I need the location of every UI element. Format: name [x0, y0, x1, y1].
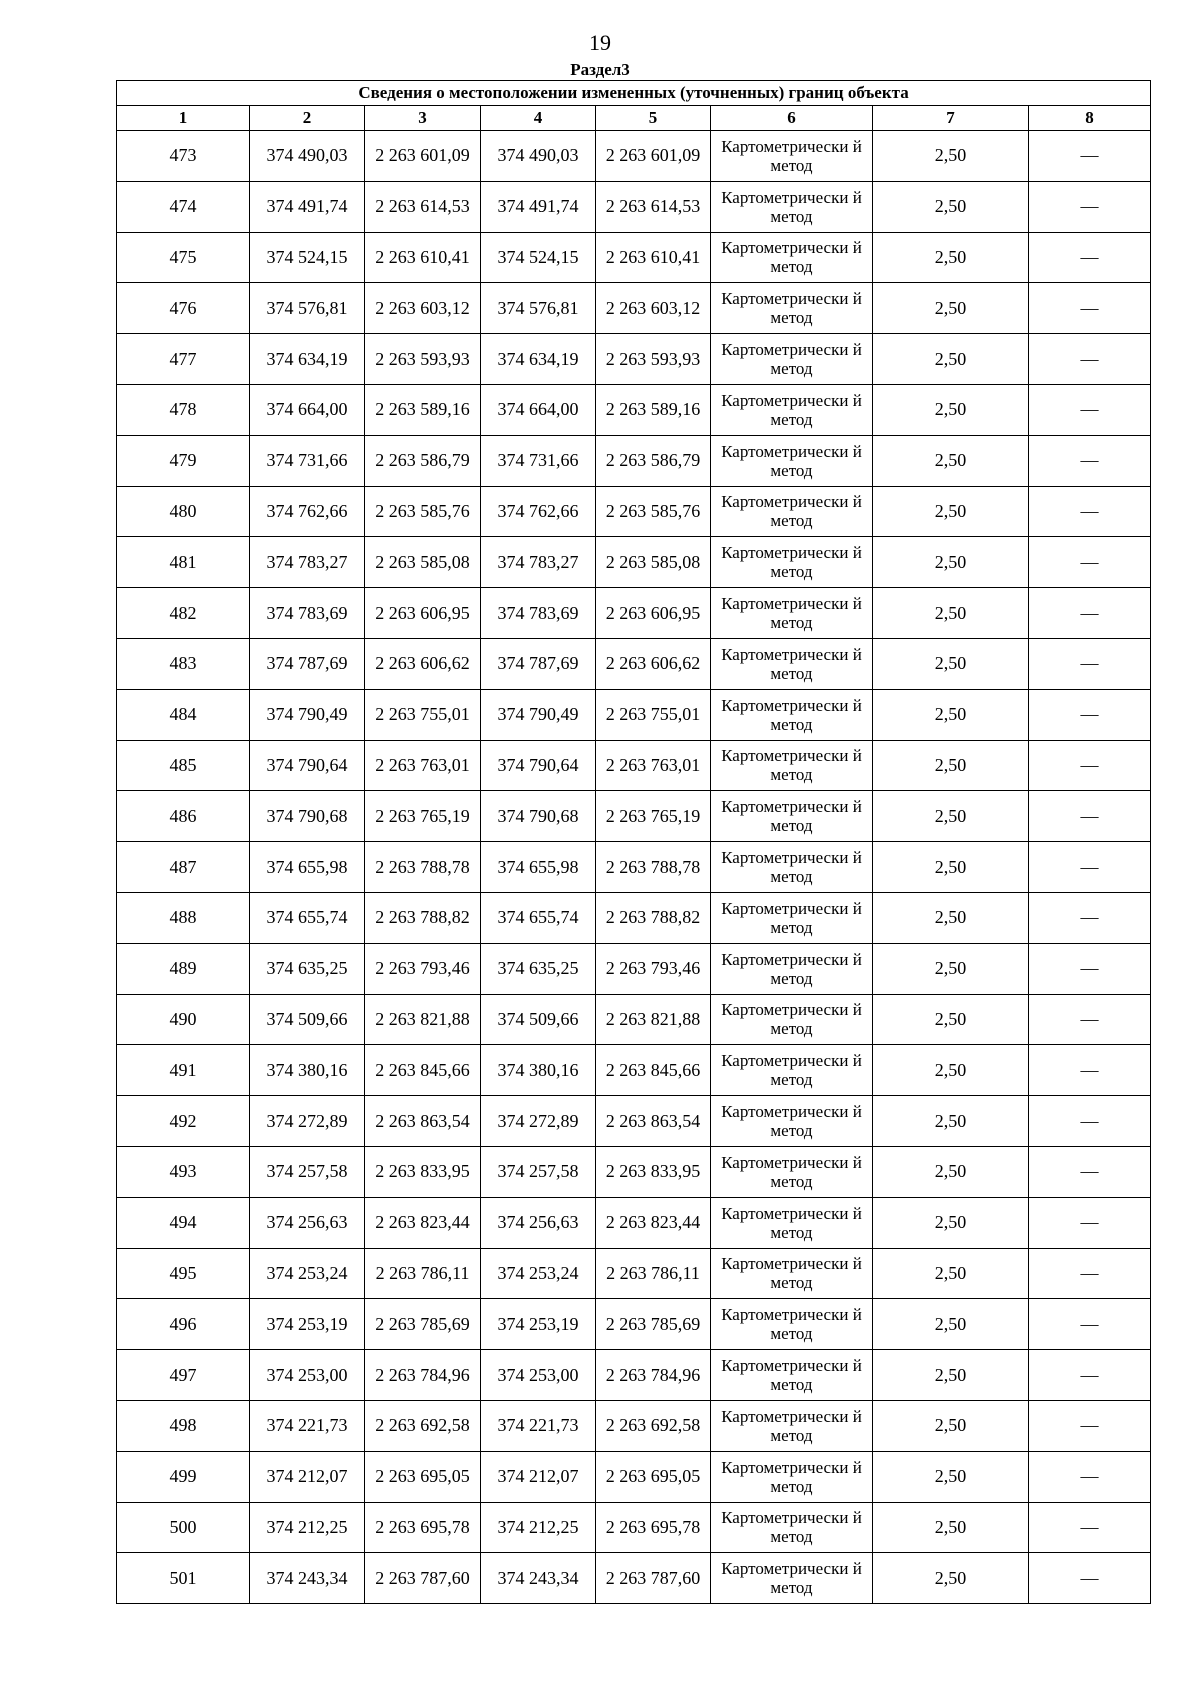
accuracy-cell: 2,50	[873, 1553, 1029, 1604]
accuracy-cell: 2,50	[873, 943, 1029, 994]
y-old-cell: 2 263 787,60	[365, 1553, 481, 1604]
y-new-cell: 2 263 603,12	[596, 283, 711, 334]
method-cell: Картометрически й метод	[711, 181, 873, 232]
table-row	[117, 334, 1151, 385]
y-old-cell: 2 263 606,62	[365, 638, 481, 689]
table-row	[117, 689, 1151, 740]
table-row	[117, 994, 1151, 1045]
table-row	[117, 486, 1151, 537]
description-cell: —	[1029, 1502, 1151, 1553]
x-old-cell: 374 787,69	[250, 638, 365, 689]
x-new-cell: 374 380,16	[481, 1045, 596, 1096]
table-row	[117, 1299, 1151, 1350]
description-cell: —	[1029, 943, 1151, 994]
x-new-cell: 374 790,49	[481, 689, 596, 740]
y-old-cell: 2 263 845,66	[365, 1045, 481, 1096]
description-cell: —	[1029, 588, 1151, 639]
point-number-cell: 488	[117, 892, 250, 943]
description-cell: —	[1029, 1146, 1151, 1197]
x-new-cell: 374 524,15	[481, 232, 596, 283]
x-old-cell: 374 783,69	[250, 588, 365, 639]
y-old-cell: 2 263 586,79	[365, 435, 481, 486]
description-cell: —	[1029, 791, 1151, 842]
x-old-cell: 374 509,66	[250, 994, 365, 1045]
y-new-cell: 2 263 787,60	[596, 1553, 711, 1604]
table-row	[117, 384, 1151, 435]
y-new-cell: 2 263 586,79	[596, 435, 711, 486]
y-new-cell: 2 263 589,16	[596, 384, 711, 435]
x-old-cell: 374 212,07	[250, 1451, 365, 1502]
y-old-cell: 2 263 606,95	[365, 588, 481, 639]
y-old-cell: 2 263 614,53	[365, 181, 481, 232]
x-old-cell: 374 380,16	[250, 1045, 365, 1096]
column-number: 1	[117, 106, 250, 131]
method-cell: Картометрически й метод	[711, 334, 873, 385]
x-old-cell: 374 253,00	[250, 1350, 365, 1401]
method-cell: Картометрически й метод	[711, 1553, 873, 1604]
point-number-cell: 490	[117, 994, 250, 1045]
accuracy-cell: 2,50	[873, 232, 1029, 283]
accuracy-cell: 2,50	[873, 1400, 1029, 1451]
method-cell: Картометрически й метод	[711, 384, 873, 435]
y-new-cell: 2 263 593,93	[596, 334, 711, 385]
accuracy-cell: 2,50	[873, 994, 1029, 1045]
y-new-cell: 2 263 695,78	[596, 1502, 711, 1553]
method-cell: Картометрически й метод	[711, 791, 873, 842]
table-row	[117, 435, 1151, 486]
y-old-cell: 2 263 823,44	[365, 1197, 481, 1248]
column-number: 6	[711, 106, 873, 131]
point-number-cell: 473	[117, 131, 250, 182]
method-cell: Картометрически й метод	[711, 588, 873, 639]
x-new-cell: 374 253,00	[481, 1350, 596, 1401]
table-title: Сведения о местоположении измененных (уточненных) границ объекта	[117, 81, 1151, 106]
accuracy-cell: 2,50	[873, 638, 1029, 689]
table-row	[117, 1146, 1151, 1197]
table-row	[117, 892, 1151, 943]
description-cell: —	[1029, 1299, 1151, 1350]
point-number-cell: 495	[117, 1248, 250, 1299]
table-row	[117, 842, 1151, 893]
method-cell: Картометрически й метод	[711, 1146, 873, 1197]
description-cell: —	[1029, 232, 1151, 283]
y-new-cell: 2 263 845,66	[596, 1045, 711, 1096]
x-new-cell: 374 783,69	[481, 588, 596, 639]
accuracy-cell: 2,50	[873, 334, 1029, 385]
point-number-cell: 497	[117, 1350, 250, 1401]
x-new-cell: 374 655,74	[481, 892, 596, 943]
method-cell: Картометрически й метод	[711, 892, 873, 943]
y-new-cell: 2 263 793,46	[596, 943, 711, 994]
y-old-cell: 2 263 765,19	[365, 791, 481, 842]
description-cell: —	[1029, 994, 1151, 1045]
description-cell: —	[1029, 689, 1151, 740]
y-new-cell: 2 263 863,54	[596, 1096, 711, 1147]
method-cell: Картометрически й метод	[711, 689, 873, 740]
accuracy-cell: 2,50	[873, 435, 1029, 486]
x-new-cell: 374 212,25	[481, 1502, 596, 1553]
point-number-cell: 479	[117, 435, 250, 486]
x-old-cell: 374 790,64	[250, 740, 365, 791]
x-old-cell: 374 221,73	[250, 1400, 365, 1451]
x-new-cell: 374 257,58	[481, 1146, 596, 1197]
table-row	[117, 537, 1151, 588]
y-new-cell: 2 263 692,58	[596, 1400, 711, 1451]
x-new-cell: 374 664,00	[481, 384, 596, 435]
y-new-cell: 2 263 823,44	[596, 1197, 711, 1248]
accuracy-cell: 2,50	[873, 283, 1029, 334]
x-new-cell: 374 635,25	[481, 943, 596, 994]
column-number: 5	[596, 106, 711, 131]
description-cell: —	[1029, 740, 1151, 791]
method-cell: Картометрически й метод	[711, 1045, 873, 1096]
description-cell: —	[1029, 1197, 1151, 1248]
column-number: 2	[250, 106, 365, 131]
point-number-cell: 494	[117, 1197, 250, 1248]
accuracy-cell: 2,50	[873, 1146, 1029, 1197]
y-old-cell: 2 263 833,95	[365, 1146, 481, 1197]
description-cell: —	[1029, 283, 1151, 334]
table-row	[117, 1096, 1151, 1147]
x-new-cell: 374 212,07	[481, 1451, 596, 1502]
x-old-cell: 374 524,15	[250, 232, 365, 283]
point-number-cell: 489	[117, 943, 250, 994]
table-row	[117, 638, 1151, 689]
x-new-cell: 374 490,03	[481, 131, 596, 182]
y-old-cell: 2 263 695,05	[365, 1451, 481, 1502]
table-row	[117, 1197, 1151, 1248]
x-new-cell: 374 509,66	[481, 994, 596, 1045]
table-row	[117, 1451, 1151, 1502]
point-number-cell: 492	[117, 1096, 250, 1147]
y-new-cell: 2 263 788,78	[596, 842, 711, 893]
accuracy-cell: 2,50	[873, 689, 1029, 740]
method-cell: Картометрически й метод	[711, 842, 873, 893]
table-row	[117, 588, 1151, 639]
y-old-cell: 2 263 785,69	[365, 1299, 481, 1350]
method-cell: Картометрически й метод	[711, 1096, 873, 1147]
y-old-cell: 2 263 692,58	[365, 1400, 481, 1451]
method-cell: Картометрически й метод	[711, 1502, 873, 1553]
y-old-cell: 2 263 585,76	[365, 486, 481, 537]
boundary-coordinates-table	[116, 80, 1151, 1604]
column-number: 7	[873, 106, 1029, 131]
point-number-cell: 475	[117, 232, 250, 283]
method-cell: Картометрически й метод	[711, 537, 873, 588]
y-old-cell: 2 263 788,82	[365, 892, 481, 943]
description-cell: —	[1029, 1400, 1151, 1451]
description-cell: —	[1029, 384, 1151, 435]
y-new-cell: 2 263 614,53	[596, 181, 711, 232]
table-row	[117, 232, 1151, 283]
table-row	[117, 1350, 1151, 1401]
method-cell: Картометрически й метод	[711, 1299, 873, 1350]
column-number: 3	[365, 106, 481, 131]
x-old-cell: 374 790,49	[250, 689, 365, 740]
x-new-cell: 374 790,64	[481, 740, 596, 791]
table-row	[117, 131, 1151, 182]
y-new-cell: 2 263 601,09	[596, 131, 711, 182]
point-number-cell: 474	[117, 181, 250, 232]
x-old-cell: 374 664,00	[250, 384, 365, 435]
accuracy-cell: 2,50	[873, 740, 1029, 791]
x-old-cell: 374 253,24	[250, 1248, 365, 1299]
table-row	[117, 181, 1151, 232]
column-number: 4	[481, 106, 596, 131]
description-cell: —	[1029, 131, 1151, 182]
accuracy-cell: 2,50	[873, 588, 1029, 639]
point-number-cell: 485	[117, 740, 250, 791]
y-new-cell: 2 263 606,62	[596, 638, 711, 689]
accuracy-cell: 2,50	[873, 1299, 1029, 1350]
x-old-cell: 374 634,19	[250, 334, 365, 385]
x-old-cell: 374 256,63	[250, 1197, 365, 1248]
x-new-cell: 374 634,19	[481, 334, 596, 385]
x-old-cell: 374 783,27	[250, 537, 365, 588]
y-old-cell: 2 263 610,41	[365, 232, 481, 283]
table-row	[117, 283, 1151, 334]
x-new-cell: 374 790,68	[481, 791, 596, 842]
accuracy-cell: 2,50	[873, 131, 1029, 182]
point-number-cell: 491	[117, 1045, 250, 1096]
y-new-cell: 2 263 695,05	[596, 1451, 711, 1502]
x-old-cell: 374 762,66	[250, 486, 365, 537]
y-new-cell: 2 263 786,11	[596, 1248, 711, 1299]
point-number-cell: 477	[117, 334, 250, 385]
table-row	[117, 1400, 1151, 1451]
table-row	[117, 740, 1151, 791]
section-label: Раздел3	[570, 60, 630, 79]
point-number-cell: 493	[117, 1146, 250, 1197]
table-row	[117, 943, 1151, 994]
accuracy-cell: 2,50	[873, 1248, 1029, 1299]
accuracy-cell: 2,50	[873, 486, 1029, 537]
x-old-cell: 374 655,98	[250, 842, 365, 893]
y-new-cell: 2 263 788,82	[596, 892, 711, 943]
point-number-cell: 482	[117, 588, 250, 639]
table-caption-row	[117, 81, 1151, 106]
y-new-cell: 2 263 610,41	[596, 232, 711, 283]
x-new-cell: 374 655,98	[481, 842, 596, 893]
page-number: 19	[589, 30, 611, 55]
description-cell: —	[1029, 334, 1151, 385]
method-cell: Картометрически й метод	[711, 1197, 873, 1248]
y-new-cell: 2 263 585,08	[596, 537, 711, 588]
point-number-cell: 486	[117, 791, 250, 842]
description-cell: —	[1029, 1096, 1151, 1147]
x-new-cell: 374 787,69	[481, 638, 596, 689]
x-new-cell: 374 491,74	[481, 181, 596, 232]
x-new-cell: 374 783,27	[481, 537, 596, 588]
method-cell: Картометрически й метод	[711, 1350, 873, 1401]
y-new-cell: 2 263 785,69	[596, 1299, 711, 1350]
description-cell: —	[1029, 486, 1151, 537]
x-old-cell: 374 490,03	[250, 131, 365, 182]
accuracy-cell: 2,50	[873, 791, 1029, 842]
x-old-cell: 374 253,19	[250, 1299, 365, 1350]
method-cell: Картометрически й метод	[711, 283, 873, 334]
x-old-cell: 374 243,34	[250, 1553, 365, 1604]
description-cell: —	[1029, 181, 1151, 232]
accuracy-cell: 2,50	[873, 537, 1029, 588]
y-old-cell: 2 263 755,01	[365, 689, 481, 740]
y-new-cell: 2 263 765,19	[596, 791, 711, 842]
x-old-cell: 374 790,68	[250, 791, 365, 842]
point-number-cell: 501	[117, 1553, 250, 1604]
x-old-cell: 374 635,25	[250, 943, 365, 994]
y-old-cell: 2 263 593,93	[365, 334, 481, 385]
table-row	[117, 1502, 1151, 1553]
x-new-cell: 374 253,19	[481, 1299, 596, 1350]
accuracy-cell: 2,50	[873, 1197, 1029, 1248]
accuracy-cell: 2,50	[873, 1096, 1029, 1147]
method-cell: Картометрически й метод	[711, 638, 873, 689]
description-cell: —	[1029, 1553, 1151, 1604]
point-number-cell: 487	[117, 842, 250, 893]
x-new-cell: 374 762,66	[481, 486, 596, 537]
description-cell: —	[1029, 537, 1151, 588]
method-cell: Картометрически й метод	[711, 1400, 873, 1451]
method-cell: Картометрически й метод	[711, 943, 873, 994]
accuracy-cell: 2,50	[873, 1350, 1029, 1401]
y-old-cell: 2 263 589,16	[365, 384, 481, 435]
table-body	[117, 131, 1151, 1604]
description-cell: —	[1029, 1451, 1151, 1502]
y-new-cell: 2 263 755,01	[596, 689, 711, 740]
y-old-cell: 2 263 786,11	[365, 1248, 481, 1299]
y-old-cell: 2 263 601,09	[365, 131, 481, 182]
x-new-cell: 374 272,89	[481, 1096, 596, 1147]
description-cell: —	[1029, 1248, 1151, 1299]
accuracy-cell: 2,50	[873, 1451, 1029, 1502]
x-new-cell: 374 256,63	[481, 1197, 596, 1248]
description-cell: —	[1029, 1350, 1151, 1401]
y-new-cell: 2 263 833,95	[596, 1146, 711, 1197]
method-cell: Картометрически й метод	[711, 994, 873, 1045]
accuracy-cell: 2,50	[873, 1502, 1029, 1553]
point-number-cell: 478	[117, 384, 250, 435]
accuracy-cell: 2,50	[873, 181, 1029, 232]
accuracy-cell: 2,50	[873, 892, 1029, 943]
x-old-cell: 374 257,58	[250, 1146, 365, 1197]
y-old-cell: 2 263 603,12	[365, 283, 481, 334]
method-cell: Картометрически й метод	[711, 131, 873, 182]
x-old-cell: 374 212,25	[250, 1502, 365, 1553]
x-old-cell: 374 272,89	[250, 1096, 365, 1147]
y-new-cell: 2 263 821,88	[596, 994, 711, 1045]
description-cell: —	[1029, 1045, 1151, 1096]
y-new-cell: 2 263 585,76	[596, 486, 711, 537]
y-new-cell: 2 263 606,95	[596, 588, 711, 639]
y-old-cell: 2 263 821,88	[365, 994, 481, 1045]
x-old-cell: 374 491,74	[250, 181, 365, 232]
point-number-cell: 480	[117, 486, 250, 537]
table-row	[117, 1553, 1151, 1604]
point-number-cell: 484	[117, 689, 250, 740]
x-new-cell: 374 253,24	[481, 1248, 596, 1299]
description-cell: —	[1029, 892, 1151, 943]
description-cell: —	[1029, 435, 1151, 486]
table-row	[117, 791, 1151, 842]
y-new-cell: 2 263 784,96	[596, 1350, 711, 1401]
method-cell: Картометрически й метод	[711, 1451, 873, 1502]
y-old-cell: 2 263 763,01	[365, 740, 481, 791]
point-number-cell: 500	[117, 1502, 250, 1553]
column-number-row	[117, 106, 1151, 131]
point-number-cell: 483	[117, 638, 250, 689]
method-cell: Картометрически й метод	[711, 1248, 873, 1299]
y-old-cell: 2 263 863,54	[365, 1096, 481, 1147]
point-number-cell: 476	[117, 283, 250, 334]
x-new-cell: 374 576,81	[481, 283, 596, 334]
column-number: 8	[1029, 106, 1151, 131]
accuracy-cell: 2,50	[873, 384, 1029, 435]
point-number-cell: 481	[117, 537, 250, 588]
x-new-cell: 374 221,73	[481, 1400, 596, 1451]
x-old-cell: 374 655,74	[250, 892, 365, 943]
y-old-cell: 2 263 695,78	[365, 1502, 481, 1553]
point-number-cell: 499	[117, 1451, 250, 1502]
table-row	[117, 1045, 1151, 1096]
point-number-cell: 496	[117, 1299, 250, 1350]
x-old-cell: 374 576,81	[250, 283, 365, 334]
table-row	[117, 1248, 1151, 1299]
method-cell: Картометрически й метод	[711, 232, 873, 283]
description-cell: —	[1029, 638, 1151, 689]
x-old-cell: 374 731,66	[250, 435, 365, 486]
accuracy-cell: 2,50	[873, 1045, 1029, 1096]
method-cell: Картометрически й метод	[711, 435, 873, 486]
x-new-cell: 374 243,34	[481, 1553, 596, 1604]
point-number-cell: 498	[117, 1400, 250, 1451]
y-new-cell: 2 263 763,01	[596, 740, 711, 791]
y-old-cell: 2 263 793,46	[365, 943, 481, 994]
description-cell: —	[1029, 842, 1151, 893]
y-old-cell: 2 263 788,78	[365, 842, 481, 893]
y-old-cell: 2 263 784,96	[365, 1350, 481, 1401]
accuracy-cell: 2,50	[873, 842, 1029, 893]
y-old-cell: 2 263 585,08	[365, 537, 481, 588]
x-new-cell: 374 731,66	[481, 435, 596, 486]
method-cell: Картометрически й метод	[711, 740, 873, 791]
method-cell: Картометрически й метод	[711, 486, 873, 537]
